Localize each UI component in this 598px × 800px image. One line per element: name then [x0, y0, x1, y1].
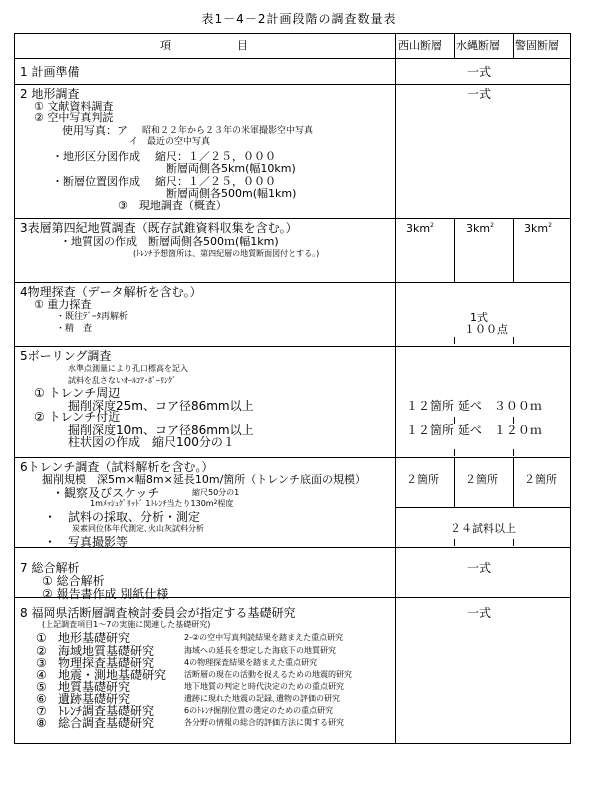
- section-7-title: 7 総合解析: [20, 561, 80, 575]
- research-desc: 地下地質の判定と時代決定のための重点研究: [184, 682, 344, 691]
- section-2-map1: ・地形区分図作成: [52, 150, 140, 163]
- section-6-line-4: ・ 試料の採取、分析・測定: [44, 510, 201, 524]
- column-divider: [395, 34, 396, 744]
- research-desc: 6のﾄﾚﾝﾁ掘削位置の選定のための重点研究: [184, 706, 334, 715]
- section-2-title: 2 地形調査: [20, 87, 80, 101]
- section-5-item-b: ② トレンチ付近: [34, 410, 121, 424]
- section-6-line-1: 掘削規模 深5m×幅8m×延長10m/箇所（トレンチ底面の規模）: [42, 473, 367, 486]
- header-item: 項 目: [160, 39, 248, 52]
- page-title: 表1－4－2計画段階の調査数量表: [201, 12, 397, 26]
- section-6-line-6: ・ 写真撮影等: [44, 535, 129, 549]
- section-8-qty: 一式: [467, 606, 492, 620]
- section-6-qty-samples: ２４試料以上: [450, 522, 516, 535]
- section-2-photo-label: 使用写真：ア: [62, 124, 128, 137]
- section-2-map2: ・断層位置図作成: [52, 175, 140, 188]
- section-4-qty-2: １００点: [464, 323, 508, 336]
- section-5-item-a: ① トレンチ周辺: [34, 386, 121, 400]
- research-num: ⑦: [36, 704, 47, 718]
- section-8-title: 8 福岡県活断層調査検討委員会が指定する基礎研究: [20, 606, 296, 620]
- research-name: 物理探査基礎研究: [58, 656, 155, 670]
- section-3-qty-minou: $3km^2$: [466, 222, 494, 235]
- research-num: ⑧: [36, 716, 47, 730]
- section-5-qty-2: １２箇所 延べ １２０ｍ: [406, 423, 542, 437]
- research-num: ①: [36, 631, 47, 645]
- section-7-item-b: ② 報告書作成 別紙仕様: [42, 587, 169, 601]
- research-name: 遺跡基礎研究: [58, 692, 131, 706]
- research-num: ④: [36, 668, 47, 682]
- section-5-item-b1: 掘削深度10m、コア径86mm以上: [68, 423, 254, 437]
- row-divider: [15, 84, 571, 85]
- research-num: ②: [36, 644, 47, 658]
- section-2-item-a: ① 文献資料調査: [34, 100, 114, 113]
- section-4-item-a: ① 重力探査: [34, 298, 92, 311]
- section-6-line-2b: 縮尺50分の1: [192, 488, 240, 497]
- row-divider: [15, 346, 571, 347]
- row-divider: [15, 457, 571, 458]
- column-divider: [454, 34, 455, 58]
- research-desc: 2-②の空中写真判読結果を踏まえた重点研究: [184, 633, 344, 642]
- column-divider: [454, 218, 455, 282]
- header-col-nishiyama: 西山断層: [398, 39, 442, 52]
- section-6-line-5: 炭素同位体年代測定､火山灰試料分析: [72, 524, 204, 533]
- section-2-map2-range: 断層両側各500m(幅1km): [166, 187, 297, 200]
- section-6-title: 6トレンチ調査（試料解析を含む。）: [20, 460, 214, 474]
- section-2-item-c: ③ 現地調査（概査）: [118, 199, 227, 212]
- row-divider: [15, 58, 571, 59]
- section-2-map1-range: 断層両側各5km(幅10km): [166, 162, 296, 175]
- section-6-qty-kego: ２箇所: [524, 473, 557, 486]
- header-col-kego: 警固断層: [515, 39, 559, 52]
- tick-mark: [513, 337, 514, 344]
- section-5-qty-1: １２箇所 延べ ３００ｍ: [406, 399, 542, 413]
- research-num: ⑤: [36, 680, 47, 694]
- section-8-note: (上記調査項目1～7の実施に関連した基礎研究): [42, 620, 211, 629]
- row-divider: [15, 282, 571, 283]
- section-2-photo-i: イ 最近の空中写真: [129, 137, 211, 147]
- column-divider: [513, 218, 514, 282]
- section-2-qty: 一式: [467, 87, 492, 101]
- tick-mark: [513, 539, 514, 546]
- research-name: 海域地質基礎研究: [58, 644, 155, 658]
- section-5-item-b2: 柱状図の作成 縮尺100分の１: [68, 435, 235, 449]
- section-2-map2-scale: 縮尺：１／２５，０００: [155, 175, 276, 188]
- research-num: ⑥: [36, 692, 47, 706]
- column-divider: [454, 457, 455, 507]
- section-1-qty: 一式: [467, 65, 492, 79]
- section-4-item-a2: ・精 査: [56, 324, 93, 334]
- section-4-qty-1: 1式: [470, 311, 488, 324]
- section-5-note-2: 試料を乱さないｵｰﾙｺｱ･ﾎﾞｰﾘﾝｸﾞ: [68, 376, 176, 385]
- section-6-line-2: ・観察及びスケッチ: [52, 486, 160, 500]
- research-num: ③: [36, 656, 47, 670]
- section-1-title: 1 計画準備: [20, 65, 80, 79]
- tick-mark: [454, 449, 455, 456]
- section-5-item-a1: 掘削深度25m、コア径86mm以上: [68, 399, 254, 413]
- research-name: 地震・測地基礎研究: [58, 668, 167, 682]
- section-7-qty: 一式: [467, 561, 492, 575]
- section-3-map: ・地質図の作成 断層両側各500ｍ(幅1km): [60, 235, 279, 248]
- section-5-title: 5ボーリング調査: [20, 349, 112, 363]
- section-2-photo-a: 昭和２２年から２３年の米軍撮影空中写真: [142, 126, 314, 136]
- research-desc: 海域への延長を想定した海底下の地質研究: [184, 646, 336, 655]
- research-desc: 各分野の情報の総合的評価方法に関する研究: [184, 718, 344, 727]
- section-2-item-b: ② 空中写真判読: [34, 111, 114, 124]
- section-6-qty-minou: ２箇所: [465, 473, 498, 486]
- section-3-qty-kego: $3km^2$: [524, 222, 552, 235]
- tick-mark: [513, 449, 514, 456]
- column-divider: [513, 34, 514, 58]
- row-divider: [15, 218, 571, 219]
- section-6-qty-nishiyama: ２箇所: [406, 473, 439, 486]
- section-6-line-3: 1mﾒｯｼｭｸﾞﾘｯﾄﾞ 1ﾄﾚﾝﾁ当たり$130m^2$程度: [90, 499, 234, 508]
- research-desc: 4の物理探査結果を踏まえた重点研究: [184, 658, 318, 667]
- section-7-item-a: ① 総合解析: [42, 574, 105, 588]
- research-desc: 遺跡に現れた地震の記録､遺物の評価の研究: [184, 694, 340, 703]
- research-name: 総合調査基礎研究: [58, 716, 155, 730]
- section-4-title: 4物理探査（データ解析を含む。）: [20, 285, 202, 299]
- tick-mark: [454, 539, 455, 546]
- section-3-title: 3表層第四紀地質調査（既存試錐資料収集を含む。）: [20, 221, 298, 235]
- section-5-note-1: 水準点測量により孔口標高を記入: [68, 364, 188, 373]
- column-divider: [513, 457, 514, 507]
- research-name: ﾄﾚﾝﾁ調査基礎研究: [58, 704, 155, 718]
- header-col-minou: 水縄断層: [456, 39, 500, 52]
- section-3-note: (ﾄﾚﾝﾁ予想箇所は、第四紀層の地質断面図付とする。): [133, 249, 320, 258]
- row-divider: [395, 507, 571, 508]
- section-2-map1-scale: 縮尺：１／２５，０００: [155, 150, 276, 163]
- section-3-qty-nishiyama: $3km^2$: [406, 222, 434, 235]
- tick-mark: [454, 337, 455, 344]
- research-name: 地形基礎研究: [58, 631, 131, 645]
- section-4-item-a1: ・既往ﾃﾞｰﾀ再解析: [56, 312, 129, 322]
- research-name: 地質基礎研究: [58, 680, 131, 694]
- research-desc: 活断層の現在の活動を捉えるための地震的研究: [184, 670, 352, 679]
